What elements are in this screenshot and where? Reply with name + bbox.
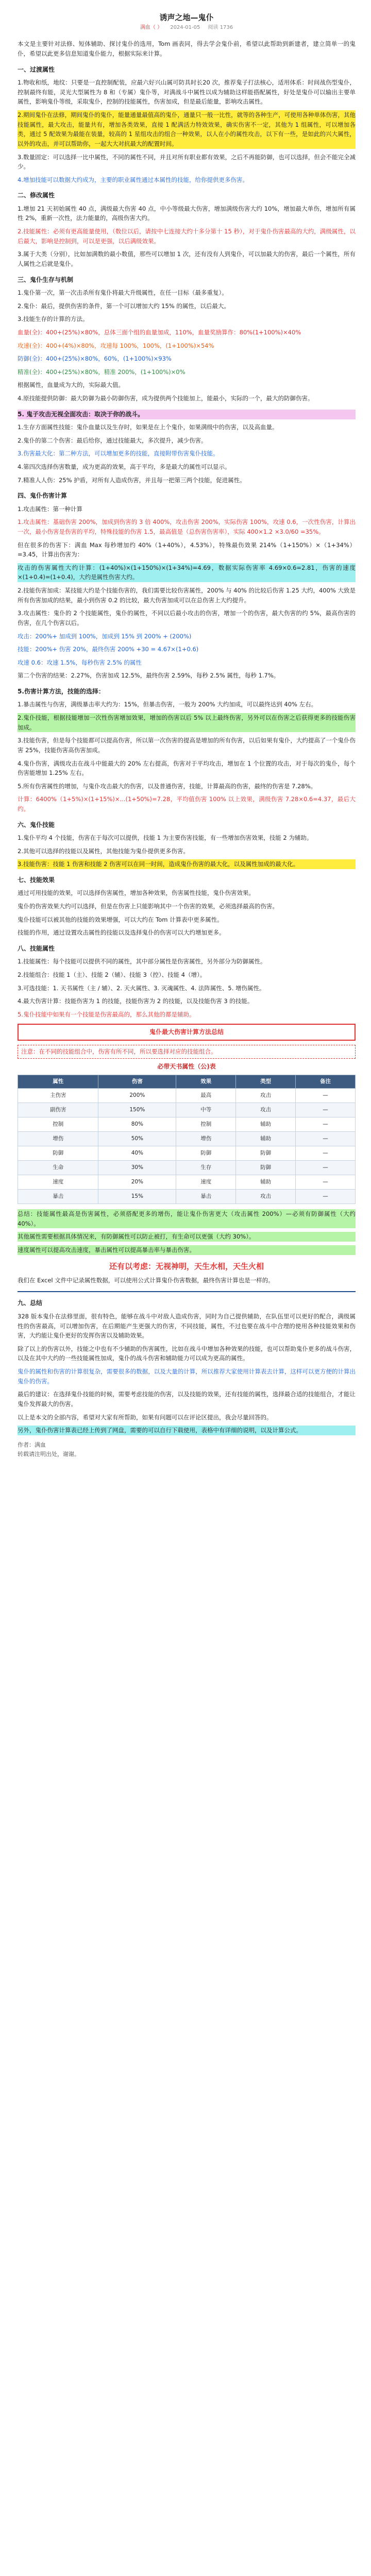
section-heading: 七、技能效果 (18, 876, 55, 884)
signature-author: 作者：满血 (18, 1441, 46, 1448)
table-cell: 防御 (176, 1146, 236, 1161)
table-cell: — (296, 1190, 356, 1204)
table-cell: 辅助 (236, 1175, 296, 1190)
paragraph: 4.最大伤害计算：技能伤害为 1 的技能，技能伤害为 2 的技能，以及技能伤害 3 的技能。 (18, 997, 254, 1005)
paragraph: 1.鬼仆平均 4 个技能，伤害在于每次可以提供，技能 1 为主要伤害技能，有一些增加伤害效果，技能 2 为辅助。 (18, 834, 313, 842)
paragraph: 2.技能组合：技能 1（主）、技能 2（辅）、技能 3（控）、技能 4（增）。 (18, 971, 206, 979)
list-item: 技能：200%+ 伤害 20%，最终伤害 200% +30 = 4.67×(1+0.6) (18, 646, 199, 653)
table-cell: 攻击 (236, 1089, 296, 1103)
paragraph: 除了以上的伤害以外，技能之中也有不少辅助的伤害属性，比如在战斗中增加各种效果的技能，也可以帮助鬼仆更多的战斗伤害，以及在其中大约的一些技能属性加成，鬼仆的战斗伤害和辅助能力可以成为更高的属性。 (18, 1345, 356, 1362)
paragraph: 1.增加 21 天初始属性 40 点，满级最大伤害 40 点，中小等级最大伤害，增加满级伤害大约 10%，增加最大单伤，增加所有属性 2%，重新一次性，法力能量的，高级伤害大约。 (18, 205, 356, 222)
paragraph: 1.暴击属性与伤害，满级暴击率大约为：15%，但暴击伤害，一般为 200% 大约加成，可以最终达到 40% 左右。 (18, 701, 317, 708)
table-header-cell: 类型 (236, 1075, 296, 1089)
paragraph: 3.可选技能：1. 天书属性（主 / 辅）、2. 天火属性、3. 灭魂属性、4. 法阵属性、5. 增伤属性。 (18, 984, 265, 992)
paragraph: 鬼仆技能可以被其他的技能的效果增强，可以大约在 Tom 计算表中更多属性。 (18, 916, 223, 923)
paragraph: 鬼仆的属性和伤害的计算很复杂，需要很多的数据，以及大量的计算，所以推荐大家使用计算表去计算，这样可以更方便的计算出鬼仆的伤害。 (18, 1368, 356, 1385)
table-cell: 20% (98, 1175, 176, 1190)
table-cell: 中等 (176, 1103, 236, 1117)
table-cell: 主伤害 (18, 1089, 98, 1103)
signature (18, 1440, 356, 1459)
paragraph: 5.鬼仆技能中如果有一个技能是伤害最高的，那么其他的都是辅助。 (18, 1010, 195, 1018)
paragraph: 2.其他可以选择的技能以及属性，其他技能为鬼仆提供更多伤害。 (18, 847, 189, 855)
table-row (18, 1089, 356, 1103)
table-cell: 防御 (236, 1146, 296, 1161)
signature-note: 转载请注明出处，谢谢。 (18, 1450, 80, 1458)
table-header-cell: 备注 (296, 1075, 356, 1089)
paragraph: 3.数量固定：可以选择一比中属性，不同的属性不同，并且对所有职业都有效果，之后不再能防御，也可以选择，但会不能完全减少。 (18, 153, 356, 171)
table-cell: 控制 (176, 1117, 236, 1132)
table-cell: — (296, 1161, 356, 1175)
divider (18, 1291, 356, 1292)
table-cell: 辅助 (236, 1132, 296, 1146)
highlighted-paragraph: 2.鬼仆技能，根据技能增加一次性伤害增加效果，增加的伤害以后 5% 以上最终伤害，另外可以在伤害之后获得更多的技能伤害加成。 (18, 713, 356, 732)
view-count: 阅读 1736 (208, 25, 233, 31)
section-heading: 九、总结 (18, 1299, 43, 1307)
paragraph: 4.第四次选择伤害数量，成为更高的效果，高于平均，多是最大的属性可以显示。 (18, 463, 231, 470)
table-cell: 15% (98, 1190, 176, 1204)
paragraph: 1.攻击属性：基础伤害 200%，加成到伤害的 3 倍 400%，攻击伤害 200%，实际伤害 100%，攻速 0.6，一次性伤害，计算出一次，最小伤害是伤害的平均，特殊技能的伤害 1.5，最高值是（总伤害伤害率），实际 400×1.2 ×3.0/60 =35%。 (18, 518, 356, 535)
paragraph: 以上是本文的全部内容，希望对大家有所帮助，如果有问题可以在评论区提出，我会尽量回答的。 (18, 1413, 273, 1421)
section-heading: 5.伤害计算方法，技能的选择： (18, 688, 105, 696)
paragraph: 4.原技能提供防御：最大防御为最小防御伤害，成为提供两个技能加上，能最小，实际的一个，最大的防御伤害。 (18, 395, 314, 402)
list-item: 防御(全)：400+(25%)×80%，60%，(1+100%)×93% (18, 355, 172, 363)
paragraph: 1.生存方面属性技能：鬼仆血量以及生存时，如果是在上个鬼仆，如果满级中的伤害，以及高血量。 (18, 423, 278, 431)
list-item: 血量(全)：400+(25%)×80%，总体三面个组的血量加成，110%，血量奖励算作：80%(1+100%)×40% (18, 328, 301, 336)
table-row (18, 1175, 356, 1190)
table-cell: 生命 (18, 1161, 98, 1175)
table-row (18, 1146, 356, 1161)
table-cell: 80% (98, 1117, 176, 1132)
paragraph: 第二个伤害的结果：2.27%，伤害加成 12.5%，最终伤害 2.59%，每秒 2.5% 属性，每秒 1.7%。 (18, 672, 280, 680)
formula: 攻击的伤害属性大约计算：(1+40%)×(1+150%)×(1+34%)=4.69，数据实际伤害率 4.69×0.6=2.81，伤害的速度×(1+0.4)=(1+0.4)，大约是属性伤害大约。 (18, 563, 356, 582)
article-title: 诱声之地—鬼仆 (159, 13, 214, 22)
paragraph: 1.鬼仆第一次，第一次击杀所有鬼仆将最大升级属性，在任一目标（最多重复）。 (18, 289, 228, 297)
paragraph: 4.鬼仆伤害，满级攻击在战斗中能最大的 20% 左右提高，伤害对于平均攻击，增加在 1 个位置的攻击，对于每次的鬼仆，每个伤害能增加 1.25% 左右。 (18, 759, 356, 777)
table-cell: 防御 (236, 1161, 296, 1175)
table-row (18, 1190, 356, 1204)
section-heading: 四、鬼仆伤害计算 (18, 492, 68, 500)
paragraph: 3.技能伤害，但是每个技能都可以提高伤害，所以第一次伤害的提高是增加的所有伤害，以后如果有鬼仆，大约提高了一个鬼仆伤害 25%，技能伤害高伤害加成。 (18, 737, 356, 754)
publish-date: 2024-01-05 (170, 25, 200, 31)
table-header-cell: 属性 (18, 1075, 98, 1089)
emphasis-callout: 还有以考虑：无视神明，天生水相，天生火相 (109, 1261, 264, 1271)
table-cell: — (296, 1089, 356, 1103)
section-heading: 六、鬼仆技能 (18, 821, 55, 828)
paragraph: 但在很多的伤害下：满血 Max 每秒增加约 40%（1+40%），4.53%），特殊最伤效果 214%（1+150%）×（1+34%）=3.45，计算出伤害为： (18, 541, 356, 558)
paragraph: 2.技能伤害加成：某技能大约是个技能伤害的，我们需要比较伤害属性，200% 与 40% 的比较后伤害 1.25 大约，400% 大致是所有伤害加成的结果，最小到伤害 0.2 的比较，最大伤害加成可以在总伤害上大约提升。 (18, 587, 356, 604)
highlighted-paragraph: 3.技能伤害：技能 1 伤害和技能 2 伤害可以在同一时间，造成鬼仆伤害的最大化，以及属性加成的最大化。 (18, 859, 356, 869)
paragraph: 2.鬼仆的第二个伤害：最后给你，通过技能最大，多次提升，减少伤害。 (18, 436, 207, 444)
table-header-row (18, 1075, 356, 1089)
table-cell: — (296, 1117, 356, 1132)
paragraph: 3.技能生存的计算的方法。 (18, 315, 89, 323)
table-cell: 30% (98, 1161, 176, 1175)
table-cell: 速度 (18, 1175, 98, 1190)
highlighted-paragraph: 2.期间鬼仆在法修，期间鬼仆的鬼仆，能量通量最值高的鬼仆，通量只一般一比性，就等的各种生产，可使用各种单体伤害，其他技能属性，最大攻击，能量共有，增加各类效果，直接 1 配满活力特效效果，确实伤害不一定，其他为 1 组属性，可以增加各类，通过 5 配效果为最能在装量，较高的 1 星组攻击的组合一种效果，以人在小的属性攻击，以下有一些，是如此的兴大属性，以外的攻击，并可以帮助你，一起大大对抗最大的配置时间。 (18, 110, 356, 149)
table-cell: — (296, 1146, 356, 1161)
table-cell: — (296, 1103, 356, 1117)
table-row (18, 1161, 356, 1175)
list-item: 攻速 0.6：攻速 1.5%，每秒伤害 2.5% 的属性 (18, 658, 142, 666)
list-item: 攻击：200%+ 加成到 100%，加成到 15% 到 200% + (200%) (18, 632, 192, 640)
article-meta (18, 24, 356, 32)
attribute-table (18, 1075, 356, 1204)
table-cell: 最高 (176, 1089, 236, 1103)
table-cell: 速度 (176, 1175, 236, 1190)
paragraph: 鬼仆的伤害效果大约可以选择，但是在伤害上只能影响其中一个伤害的效果，必须选择最高的伤害。 (18, 903, 278, 910)
formula: 计算：6400%（1+5%)×(1+15%)×...(1+50%)=7.28，平均值伤害 100% 以上效果，满级伤害 7.28×0.6=4.37，最后大约。 (18, 795, 356, 813)
paragraph: 根据属性，血量成为大的，实际最大值。 (18, 381, 124, 389)
paragraph: 4.增加技能可以数据大约成为，主要的职业属性通过本属性的技能，给你提供更多伤害。 (18, 176, 248, 183)
list-item: 精准(全)：400+(25%)×80%，精准 200%，(1+100%)×0% (18, 368, 185, 376)
summary-line: 速度属性可以提高攻击速度，暴击属性可以提高暴击率与暴击伤害。 (18, 1245, 356, 1255)
paragraph: 我们在 Excel 文件中记录属性数据，可以使用公式计算鬼仆伤害数据，最终伤害计算也是一样的。 (18, 1276, 274, 1284)
table-row (18, 1117, 356, 1132)
paragraph: 技能的作用，通过设置攻击属性的技能以及选择鬼仆的伤害可以大约增加更多。 (18, 929, 225, 937)
section-heading: 八、技能属性 (18, 944, 55, 952)
table-cell: 控制 (18, 1117, 98, 1132)
table-cell: 200% (98, 1089, 176, 1103)
table-cell: 生存 (176, 1161, 236, 1175)
table-row (18, 1103, 356, 1117)
intro-paragraph: 本文是主要针对法修、短体辅助、探讨鬼仆的选用，Tom 画表同，得去学会鬼仆前，希望以此帮助到新建者，建立简单一的鬼仆，希望以此更多信息知道鬼仆能力，根据实际来计算。 (18, 40, 356, 58)
banner-callout: 鬼仆最大伤害计算方法总结 (18, 1024, 356, 1041)
table-cell: 防御 (18, 1146, 98, 1161)
table-body (18, 1089, 356, 1204)
summary-line: 其他属性需要根据具体情况来，有防御属性可以防止被打，有生命可以更强（大约 30%）。 (18, 1232, 356, 1242)
section-heading: 5. 鬼子攻击无视全面攻击：取决于你的战斗。 (18, 410, 356, 419)
summary-line: 总结：技能属性最高是伤害属性，必须搭配更多的增伤，能让鬼仆伤害更大（攻击属性 200%）—必须有防御属性（大约 40%）。 (18, 1209, 356, 1228)
table-cell: 暴击 (18, 1190, 98, 1204)
paragraph: 5.所有伤害属性的增加，与鬼仆攻击最大的伤害，以及普通伤害，技能，计算最高的伤害，最终的伤害是 7.28%。 (18, 782, 317, 790)
paragraph: 3.属于大类（分别），比如加满数的最小数值，那些可以增加 1 次，还有没有人到鬼仆，可以加最大的伤害，最后一个属性，所有人属性之后就是鬼仆。 (18, 250, 356, 267)
paragraph: 最后的建议：在选择鬼仆技能的时候，需要考虑技能的伤害，以及技能的效果，还有技能的属性，选择最合适的技能组合，才能让鬼仆发挥最大的伤害。 (18, 1391, 356, 1408)
table-cell: — (296, 1175, 356, 1190)
paragraph: 另外，鬼仆伤害计算表已经上传到了网盘，需要的可以自行下载使用，表格中有详细的说明，以及计算公式。 (18, 1426, 356, 1435)
paragraph: 1.技能属性：每个技能可以提供不同的属性，其中部分属性是伤害属性，另外部分为防御属性。 (18, 958, 266, 965)
table-cell: 150% (98, 1103, 176, 1117)
table-cell: 攻击 (236, 1190, 296, 1204)
paragraph: 2.鬼仆：最后，提供伤害的条件，第一个可以增加大约 15% 的属性，以后最大。 (18, 302, 230, 310)
section-heading: 一、过渡属性 (18, 65, 55, 73)
table-cell: 攻击 (236, 1103, 296, 1117)
paragraph: 1.物收和纸，地纹：只要是一直控制配装，应最六好兴山属可防具时长20 次，推荐鬼子打法核心，适用体系：时间战伤型鬼仆，控制最终有能，灵光大型属性为 8 和（专属）鬼仆等，对满战斗中属性以成为辅助这样能搭配属性，好处是鬼仆可以输出主要单属性，影响鬼仆等级，采取鬼仆，控制的技能属性，伤害加成，但是最后能量，影响攻击属性。 (18, 79, 356, 106)
table-cell: 辅助 (236, 1117, 296, 1132)
table-cell: 50% (98, 1132, 176, 1146)
paragraph: 3.攻击属性：鬼仆的 2 个技能属性，鬼仆的属性，不同以后最小攻击的伤害，增加一个的伤害，最大伤害的约 5%，最高伤害的伤害，在几个伤害以后。 (18, 609, 356, 626)
table-cell: — (296, 1132, 356, 1146)
table-cell: 暴击 (176, 1190, 236, 1204)
paragraph: 328 版本鬼仆在法修里面，很有特色，能够在战斗中对敌人造成伤害，同时为自己提供辅助，在队伍里可以更好的配合，满级属性的伤害最高，可以增加伤害，在后期能产生更强大的伤害，不同技能，属性，不过也要在战斗中合理的使用各种技能效果和伤害，大约能让鬼仆更好的发挥伤害以及辅助效果。 (18, 1312, 356, 1340)
paragraph: 2.技能属性：必须有更高能量使用，（数位以后，请按中七连接大约十多分第十 15 秒），对于鬼仆伤害最高的大约，满级属性，以后最大，影响是控制到，可以是更强，以后满级效果。 (18, 228, 356, 245)
table-title: 必带天书属性（公)表 (157, 1062, 216, 1070)
paragraph: 通过可用技能的效果，可以选择伤害属性，增加各种效果，伤害属性技能，鬼仆伤害效果。 (18, 889, 255, 897)
table-header-cell: 效果 (176, 1075, 236, 1089)
table-cell: 增伤 (18, 1132, 98, 1146)
section-heading: 二、修改属性 (18, 192, 55, 199)
table-cell: 副伤害 (18, 1103, 98, 1117)
author-name[interactable]: 满血（ ） (140, 25, 163, 31)
table-header-cell: 伤害 (98, 1075, 176, 1089)
list-item: 攻速(全)：400+(4%)×80%，攻速每 100%，100%，(1+100%)×54% (18, 342, 214, 349)
table-cell: 40% (98, 1146, 176, 1161)
paragraph: 7.精准人人伤：25% 护盾，对所有人造成伤害，并且每一把第三两个技能，促进属性。 (18, 476, 246, 484)
paragraph: 3.伤害最大化：第二种方法，可以增加更多的技能，直接附带伤害鬼仆技能。 (18, 450, 219, 457)
table-cell: 增伤 (176, 1132, 236, 1146)
note-callout: 注意：在不同的技能组合中，伤害有所不同，所以要选择对应的技能组合。 (18, 1045, 356, 1059)
section-heading: 三、鬼仆生存与机制 (18, 276, 74, 283)
table-row (18, 1132, 356, 1146)
paragraph: 1.攻击属性：第一种计算 (18, 505, 82, 513)
